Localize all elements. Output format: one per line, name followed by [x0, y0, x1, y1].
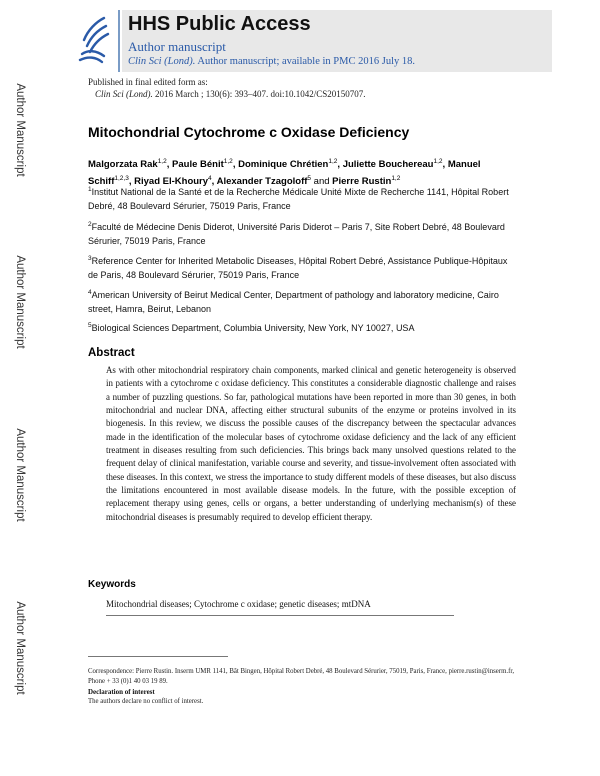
- author-name: Dominique Chrétien: [238, 159, 329, 171]
- author-name: Riyad El-Khoury: [134, 176, 209, 188]
- article-title: Mitochondrial Cytochrome c Oxidase Deficiency: [88, 124, 410, 140]
- keywords-text: Mitochondrial diseases; Cytochrome c oxidase; genetic diseases; mtDNA: [106, 599, 371, 609]
- author-affiliation-sup: 1,2,3: [114, 175, 129, 183]
- author-name: and: [313, 176, 330, 188]
- side-label-4: Author Manuscript: [14, 601, 26, 695]
- author-affiliation-sup: 1,2: [328, 158, 338, 165]
- author-affiliation-sup: 1,2: [391, 175, 401, 183]
- keywords-divider: [106, 615, 454, 616]
- published-label: Published in final edited form as:: [88, 77, 208, 87]
- author-name: Paule Bénit: [172, 159, 224, 171]
- author-name: Pierre Rustin: [332, 176, 392, 188]
- hhs-title: HHS Public Access: [128, 13, 311, 35]
- author-name: Alexander Tzagoloff: [216, 176, 308, 188]
- header-divider: [118, 10, 120, 72]
- author-name: Manuel Schiff: [88, 159, 481, 188]
- footnote-divider: [88, 656, 228, 657]
- declaration-heading: Declaration of interest: [88, 688, 155, 696]
- side-label-1: Author Manuscript: [14, 83, 26, 177]
- author-affiliation-sup: 4: [208, 175, 212, 183]
- affiliation: $^3$Reference Center for Inherited Metabolic Diseases, Hôpital Robert Debré, Assistance Publique-Hôpitaux de Paris, 48 Boulevard Sérurier, 75019 Paris, France: [88, 255, 508, 280]
- affiliation: $^2$Faculté de Médecine Denis Diderot, Université Paris Diderot – Paris 7, Site Robert Debré, 48 Boulevard Sérurier, 75019 Paris, France: [88, 221, 505, 246]
- author-list: Malgorzata Rak$^{1,2}$, Paule Bénit$^{1,2}$, Dominique Chrétien$^{1,2}$, Juliette Bouchereau$^{1,2}$, Manuel Schiff$^{1,2,3}$, Riyad El-Khoury$^4$, Alexander Tzagoloff$^5$ and Pierre Rustin$^{1,2}$: [88, 158, 481, 188]
- side-label-2: Author Manuscript: [14, 255, 26, 349]
- author-name: Juliette Bouchereau: [342, 159, 434, 171]
- pmc-citation: Clin Sci (Lond). Author manuscript; available in PMC 2016 July 18.: [128, 56, 415, 67]
- publication-citation: Clin Sci (Lond). 2016 March ; 130(6): 393–407. doi:10.1042/CS20150707.: [95, 89, 366, 99]
- author-affiliation-sup: 1,2: [157, 158, 167, 165]
- affiliation: $^5$Biological Sciences Department, Columbia University, New York, NY 10027, USA: [88, 322, 415, 333]
- affiliation: $^4$American University of Beirut Medical Center, Department of pathology and laboratory medicine, Cairo street, Hamra, Beirut, Lebanon: [88, 289, 499, 314]
- side-label-3: Author Manuscript: [14, 428, 26, 522]
- author-manuscript-label: Author manuscript: [128, 39, 226, 54]
- author-affiliation-sup: 1,2: [223, 158, 233, 165]
- author-affiliation-sup: 5: [307, 175, 312, 183]
- correspondence-note: Correspondence: Pierre Rustin. Inserm UMR 1141, Bât Bingen, Hôpital Robert Debré, 48 Boulevard Sérurier, 75019, Paris, France, pierre.rustin@inserm.fr, Phone + 33 (0)1 40 03 19 89.: [88, 668, 515, 685]
- abstract-heading: Abstract: [88, 347, 135, 359]
- abstract-text: As with other mitochondrial respiratory chain components, marked clinical and genetic heterogeneity is observed in patients with a cytochrome c oxidase deficiency. This constitutes a considerable diagnostic challenge and raises a number of puzzling questions. So far, pathological mutations have been reported in more than 30 genes, in both mitochondrial and nuclear DNA, affecting either structural subunits of the enzyme or proteins involved in its biogenesis. In this review, we discuss the possible causes of the discrepancy between the spectacular advances made in the identification of the molecular bases of cytochrome oxidase deficiency and the lack of any efficient treatment in diseases resulting from such deficiencies. This brings back many unsolved questions related to the frequent delay of clinical manifestation, variable course and severity, and tissue-involvement often associated with these diseases. In this context, we stress the importance to study different models of these diseases, but also discuss the limitations encountered in most available disease models. In the future, with the possible exception of replacement therapy using genes, cells or organs, a better understanding of underlying mechanism(s) of these mitochondrial diseases is presumably required to develop efficient therapy.: [106, 365, 516, 522]
- keywords-heading: Keywords: [88, 579, 136, 590]
- affiliation: $^1$Institut National de la Santé et de la Recherche Médicale Unité Mixte de Recherche 1141, Hôpital Robert Debré, 48 Boulevard Sérurier, 75019 Paris, France: [88, 186, 509, 211]
- declaration-text: The authors declare no conflict of interest.: [88, 698, 204, 705]
- author-name: Malgorzata Rak: [88, 159, 158, 171]
- author-affiliation-sup: 1,2: [433, 158, 443, 165]
- hhs-eagle-logo: [74, 12, 114, 68]
